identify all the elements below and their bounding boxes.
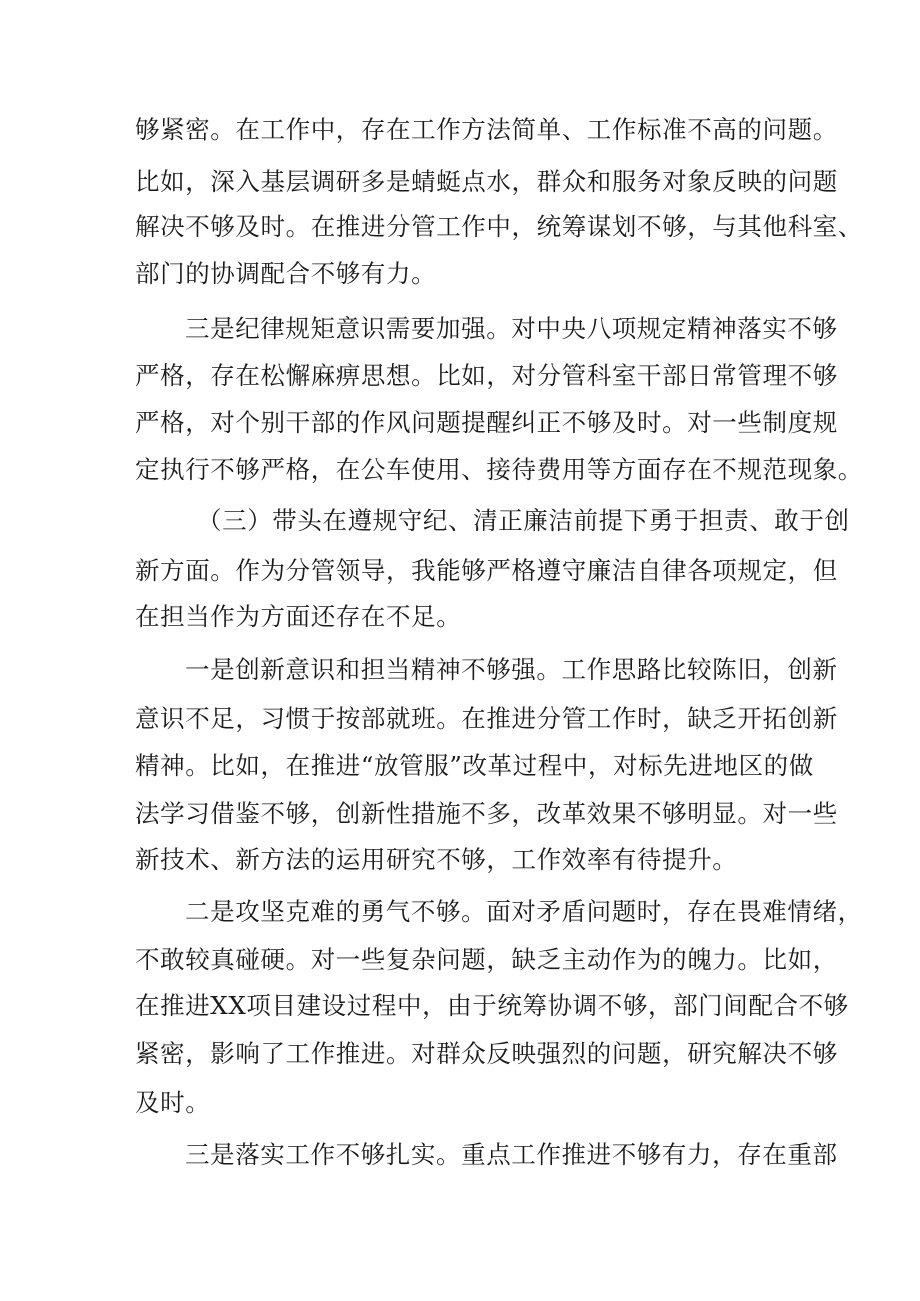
text-line: 严格，存在松懈麻痹思想。比如，对分管科室干部日常管理不够 bbox=[135, 361, 838, 390]
text-line: 在担当作为方面还存在不足。 bbox=[135, 602, 462, 631]
text-line: 在推进XX项目建设过程中，由于统筹协调不够，部门间配合不够 bbox=[135, 991, 849, 1020]
text-line: 新技术、新方法的运用研究不够，工作效率有待提升。 bbox=[135, 845, 738, 874]
text-line: 新方面。作为分管领导，我能够严格遵守廉洁自律各项规定，但 bbox=[135, 556, 838, 585]
section-heading: （三）带头在遵规守纪、清正廉洁前提下勇于担责、敢于创 bbox=[197, 506, 850, 535]
text-line: 比如，深入基层调研多是蜻蜓点水，群众和服务对象反映的问题 bbox=[135, 167, 838, 196]
text-line: 精神。比如，在推进“放管服”改革过程中，对标先进地区的做 bbox=[135, 751, 814, 780]
text-line: 定执行不够严格，在公车使用、接待费用等方面存在不规范现象。 bbox=[135, 455, 863, 484]
text-line: 解决不够及时。在推进分管工作中，统筹谋划不够，与其他科室、 bbox=[135, 212, 863, 241]
text-line: 三是落实工作不够扎实。重点工作推进不够有力，存在重部 bbox=[185, 1140, 838, 1169]
text-line: 意识不足，习惯于按部就班。在推进分管工作时，缺乏开拓创新 bbox=[135, 704, 838, 733]
text-line: 及时。 bbox=[135, 1088, 211, 1117]
text-line: 法学习借鉴不够，创新性措施不多，改革效果不够明显。对一些 bbox=[135, 799, 838, 828]
text-line: 部门的协调配合不够有力。 bbox=[135, 259, 437, 288]
text-line: 三是纪律规矩意识需要加强。对中央八项规定精神落实不够 bbox=[185, 314, 838, 343]
text-line: 一是创新意识和担当精神不够强。工作思路比较陈旧，创新 bbox=[185, 655, 838, 684]
text-line: 二是攻坚克难的勇气不够。面对矛盾问题时，存在畏难情绪， bbox=[185, 897, 863, 926]
text-line: 紧密，影响了工作推进。对群众反映强烈的问题，研究解决不够 bbox=[135, 1039, 838, 1068]
text-line: 严格，对个别干部的作风问题提醒纠正不够及时。对一些制度规 bbox=[135, 408, 838, 437]
text-line: 够紧密。在工作中，存在工作方法简单、工作标准不高的问题。 bbox=[135, 115, 838, 144]
text-line: 不敢较真碰硬。对一些复杂问题，缺乏主动作为的魄力。比如， bbox=[135, 945, 838, 974]
